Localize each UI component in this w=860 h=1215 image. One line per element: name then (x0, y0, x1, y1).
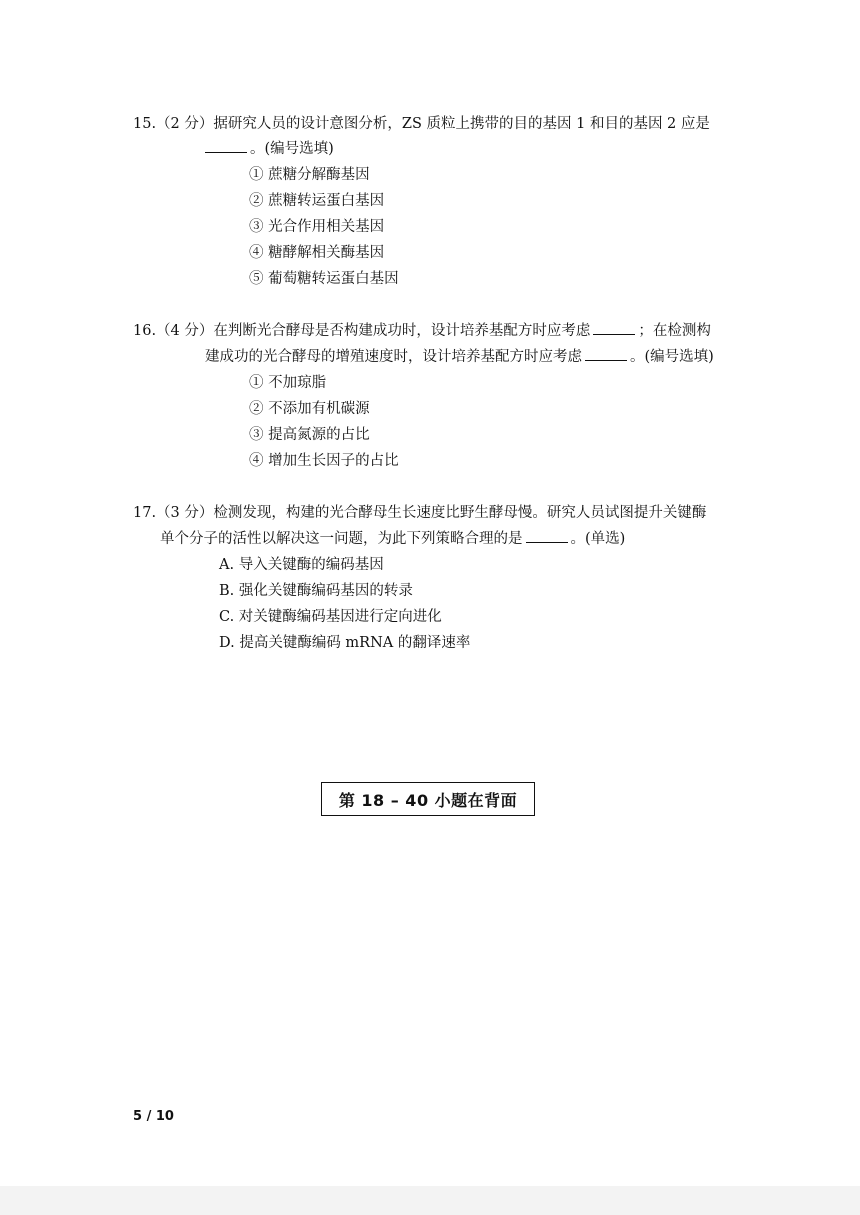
back-page-notice: 第 18 – 40 小题在背面 (321, 782, 535, 816)
q15-option-2: ② 蔗糖转运蛋白基因 (249, 193, 385, 209)
q17-option-d: D. 提高关键酶编码 mRNA 的翻译速率 (219, 635, 471, 651)
q15-answer-blank[interactable] (205, 138, 247, 153)
q16-answer-blank-1[interactable] (593, 320, 635, 335)
q16-line2-text-b: 。(编号选填) (630, 349, 714, 365)
page-number: 5 / 10 (133, 1109, 174, 1124)
q16-option-3: ③ 提高氮源的占比 (249, 427, 370, 443)
q16-line1-text-b: ；在检测构 (638, 323, 711, 339)
q17-line1: 17.（3 分）检测发现，构建的光合酵母生长速度比野生酵母慢。研究人员试图提升关键酶 (133, 505, 707, 521)
q15-option-5: ⑤ 葡萄糖转运蛋白基因 (249, 271, 399, 287)
q15-option-4: ④ 糖酵解相关酶基因 (249, 245, 385, 261)
q16-option-4: ④ 增加生长因子的占比 (249, 453, 399, 469)
q17-option-b: B. 强化关键酶编码基因的转录 (219, 583, 413, 599)
q15-option-1: ① 蔗糖分解酶基因 (249, 167, 370, 183)
q17-option-a: A. 导入关键酶的编码基因 (219, 557, 384, 573)
q16-line1 (133, 319, 711, 340)
q16-answer-blank-2[interactable] (585, 346, 627, 361)
q17-line2 (160, 527, 625, 548)
page-bottom-edge (0, 1186, 860, 1215)
q17-line2-text-b: 。(单选) (570, 531, 626, 547)
q16-line2-text-a: 建成功的光合酵母的增殖速度时，设计培养基配方时应考虑 (205, 349, 582, 365)
q16-line1-text-a: 16.（4 分）在判断光合酵母是否构建成功时，设计培养基配方时应考虑 (133, 323, 591, 339)
q17-option-c: C. 对关键酶编码基因进行定向进化 (219, 609, 442, 625)
q15-option-3: ③ 光合作用相关基因 (249, 219, 385, 235)
q16-option-2: ② 不添加有机碳源 (249, 401, 370, 417)
q16-line2 (205, 345, 714, 366)
q16-option-1: ① 不加琼脂 (249, 375, 327, 391)
q15-line2-suffix: 。(编号选填) (250, 141, 334, 157)
q15-line2 (205, 137, 334, 158)
q15-line1: 15.（2 分）据研究人员的设计意图分析，ZS 质粒上携带的目的基因 1 和目的基因 2 应是 (133, 116, 710, 132)
q17-line2-text-a: 单个分子的活性以解决这一问题，为此下列策略合理的是 (160, 531, 523, 547)
q17-answer-blank[interactable] (526, 528, 568, 543)
